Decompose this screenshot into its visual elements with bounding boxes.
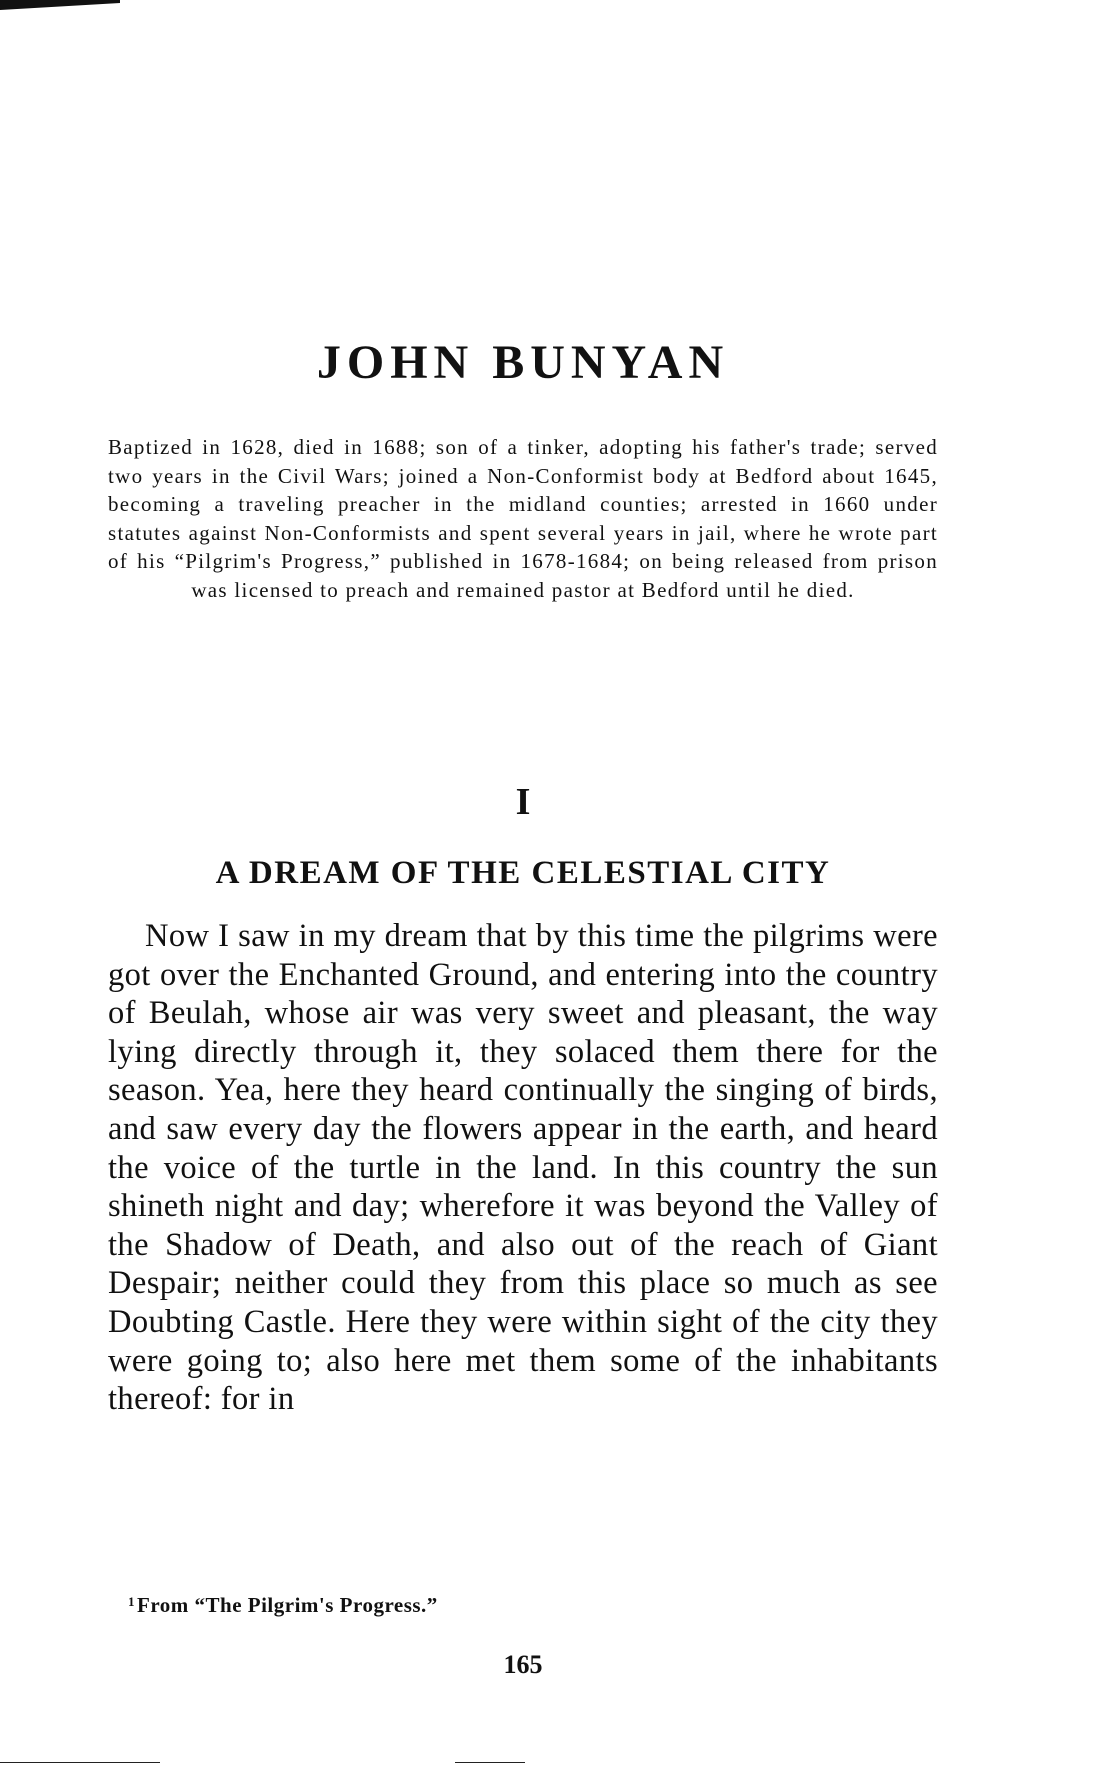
book-page bbox=[108, 0, 938, 1772]
author-biography: Baptized in 1628, died in 1688; son of a tinker, adopting his father's trade; served two years in the Civil Wars; joined a Non-Conformist body at Bedford about 1645, becoming a traveling preacher in the midland counties; arrested in 1660 under statutes against Non-Conformists and spent several years in jail, where he wrote part of his “Pilgrim's Progress,” published in 1678-1684; on being released from prison was licensed to preach and remained pastor at Bedford until he died. bbox=[108, 435, 938, 602]
footnote-text: From “The Pilgrim's Progress.” bbox=[137, 1593, 438, 1617]
body-text: Now I saw in my dream that by this time the pilgrims were got over the Enchanted Ground, and entering into the country of Beulah, whose air was very sweet and pleasant, the way lying directly through it, they solaced them there for the season. Yea, here they heard continually the singing of birds, and saw every day the flowers appear in the earth, and heard the voice of the turtle in the land. In this country the sun shineth night and day; wherefore it was beyond the Valley of the Shadow of Death, and also out of the reach of Giant Despair; neither could they from this place so much as see Doubting Castle. Here they were within sight of the city they were going to; also here met them some of the inhabitants thereof: for in bbox=[108, 918, 938, 1418]
scan-edge-mark bbox=[0, 0, 120, 10]
chapter-number: I bbox=[515, 781, 531, 823]
footnote-marker: 1 bbox=[128, 1594, 135, 1609]
bottom-scan-rule-center bbox=[455, 1762, 525, 1763]
footnote bbox=[128, 1593, 438, 1618]
page-number: 165 bbox=[503, 1650, 543, 1679]
author-heading: JOHN BUNYAN bbox=[316, 336, 730, 389]
chapter-title: A DREAM OF THE CELESTIAL CITY bbox=[215, 855, 831, 891]
bottom-scan-rule-left bbox=[0, 1762, 160, 1763]
